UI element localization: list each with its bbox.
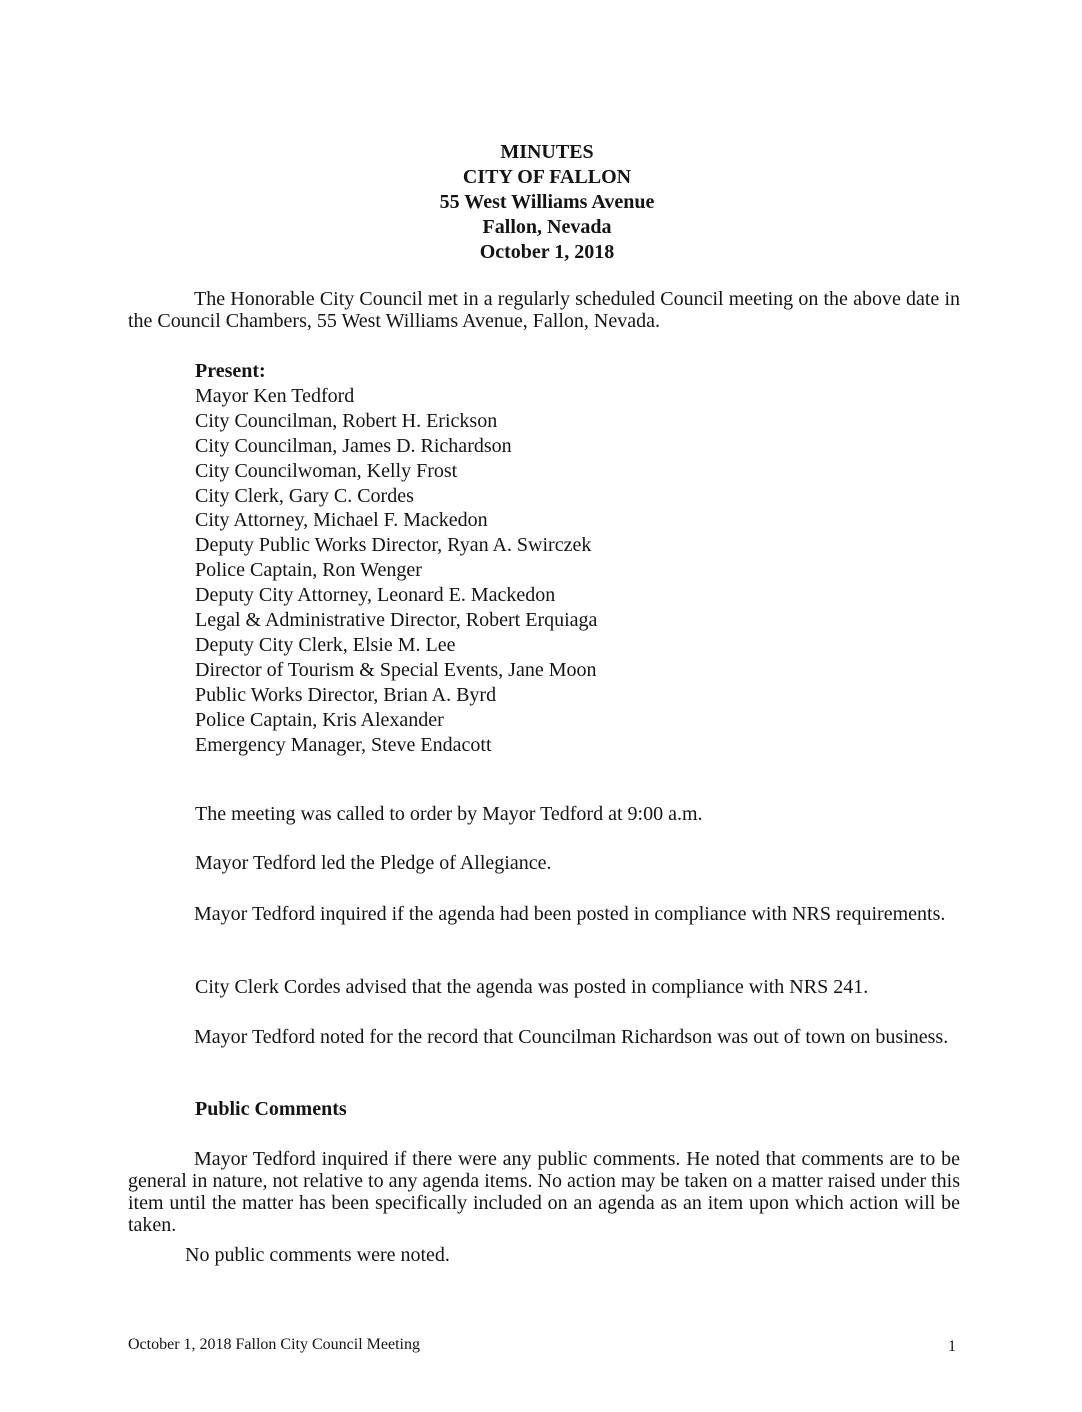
attendee-item: Police Captain, Ron Wenger bbox=[195, 559, 422, 582]
attendee-item: Deputy City Attorney, Leonard E. Mackedon bbox=[195, 584, 556, 607]
agenda-posted-paragraph: City Clerk Cordes advised that the agenda was posted in compliance with NRS 241. bbox=[195, 976, 869, 998]
no-comments-paragraph: No public comments were noted. bbox=[185, 1244, 450, 1266]
attendee-item: Deputy Public Works Director, Ryan A. Swirczek bbox=[195, 534, 592, 557]
public-comments-heading: Public Comments bbox=[195, 1098, 347, 1120]
attendee-item: Deputy City Clerk, Elsie M. Lee bbox=[195, 633, 456, 656]
attendee-item: City Councilman, Robert H. Erickson bbox=[195, 409, 498, 432]
attendee-item: City Councilwoman, Kelly Frost bbox=[195, 459, 458, 482]
header-location: Fallon, Nevada bbox=[482, 216, 612, 238]
attendee-item: Director of Tourism & Special Events, Jane Moon bbox=[195, 658, 597, 681]
intro-paragraph: The Honorable City Council met in a regularly scheduled Council meeting on the above date in the Council Chambers, 55 West Williams Avenue, Fallon, Nevada. bbox=[128, 288, 960, 332]
call-to-order-paragraph: The meeting was called to order by Mayor Tedford at 9:00 a.m. bbox=[195, 803, 703, 825]
document-header bbox=[0, 140, 1082, 265]
header-date: October 1, 2018 bbox=[479, 241, 615, 263]
header-title: MINUTES bbox=[500, 141, 594, 163]
attendee-item: City Clerk, Gary C. Cordes bbox=[195, 484, 414, 507]
attendee-item: City Attorney, Michael F. Mackedon bbox=[195, 509, 488, 532]
attendee-item: Police Captain, Kris Alexander bbox=[195, 708, 444, 731]
absence-note-paragraph: Mayor Tedford noted for the record that Councilman Richardson was out of town on business. bbox=[194, 1026, 949, 1048]
attendee-item: Mayor Ken Tedford bbox=[195, 384, 355, 407]
footer-meeting-label: October 1, 2018 Fallon City Council Meeting bbox=[128, 1336, 420, 1353]
attendee-item: City Councilman, James D. Richardson bbox=[195, 434, 512, 457]
page-number: 1 bbox=[948, 1338, 956, 1355]
public-comments-paragraph: Mayor Tedford inquired if there were any public comments. He noted that comments are to be general in nature, not relative to any agenda items. No action may be taken on a matter raised under this item until the matter has been specifically included on an agenda as an item upon which action will be taken. bbox=[128, 1148, 960, 1236]
header-city: CITY OF FALLON bbox=[462, 166, 632, 188]
attendee-item: Emergency Manager, Steve Endacott bbox=[195, 733, 492, 756]
present-heading: Present: bbox=[195, 360, 266, 382]
attendance-list bbox=[195, 359, 597, 758]
header-address: 55 West Williams Avenue bbox=[439, 191, 655, 213]
attendee-item: Legal & Administrative Director, Robert Erquiaga bbox=[195, 609, 598, 632]
pledge-paragraph: Mayor Tedford led the Pledge of Allegiance. bbox=[195, 852, 552, 874]
attendee-item: Public Works Director, Brian A. Byrd bbox=[195, 683, 497, 706]
agenda-inquiry-paragraph: Mayor Tedford inquired if the agenda had been posted in compliance with NRS requirements. bbox=[194, 903, 946, 925]
